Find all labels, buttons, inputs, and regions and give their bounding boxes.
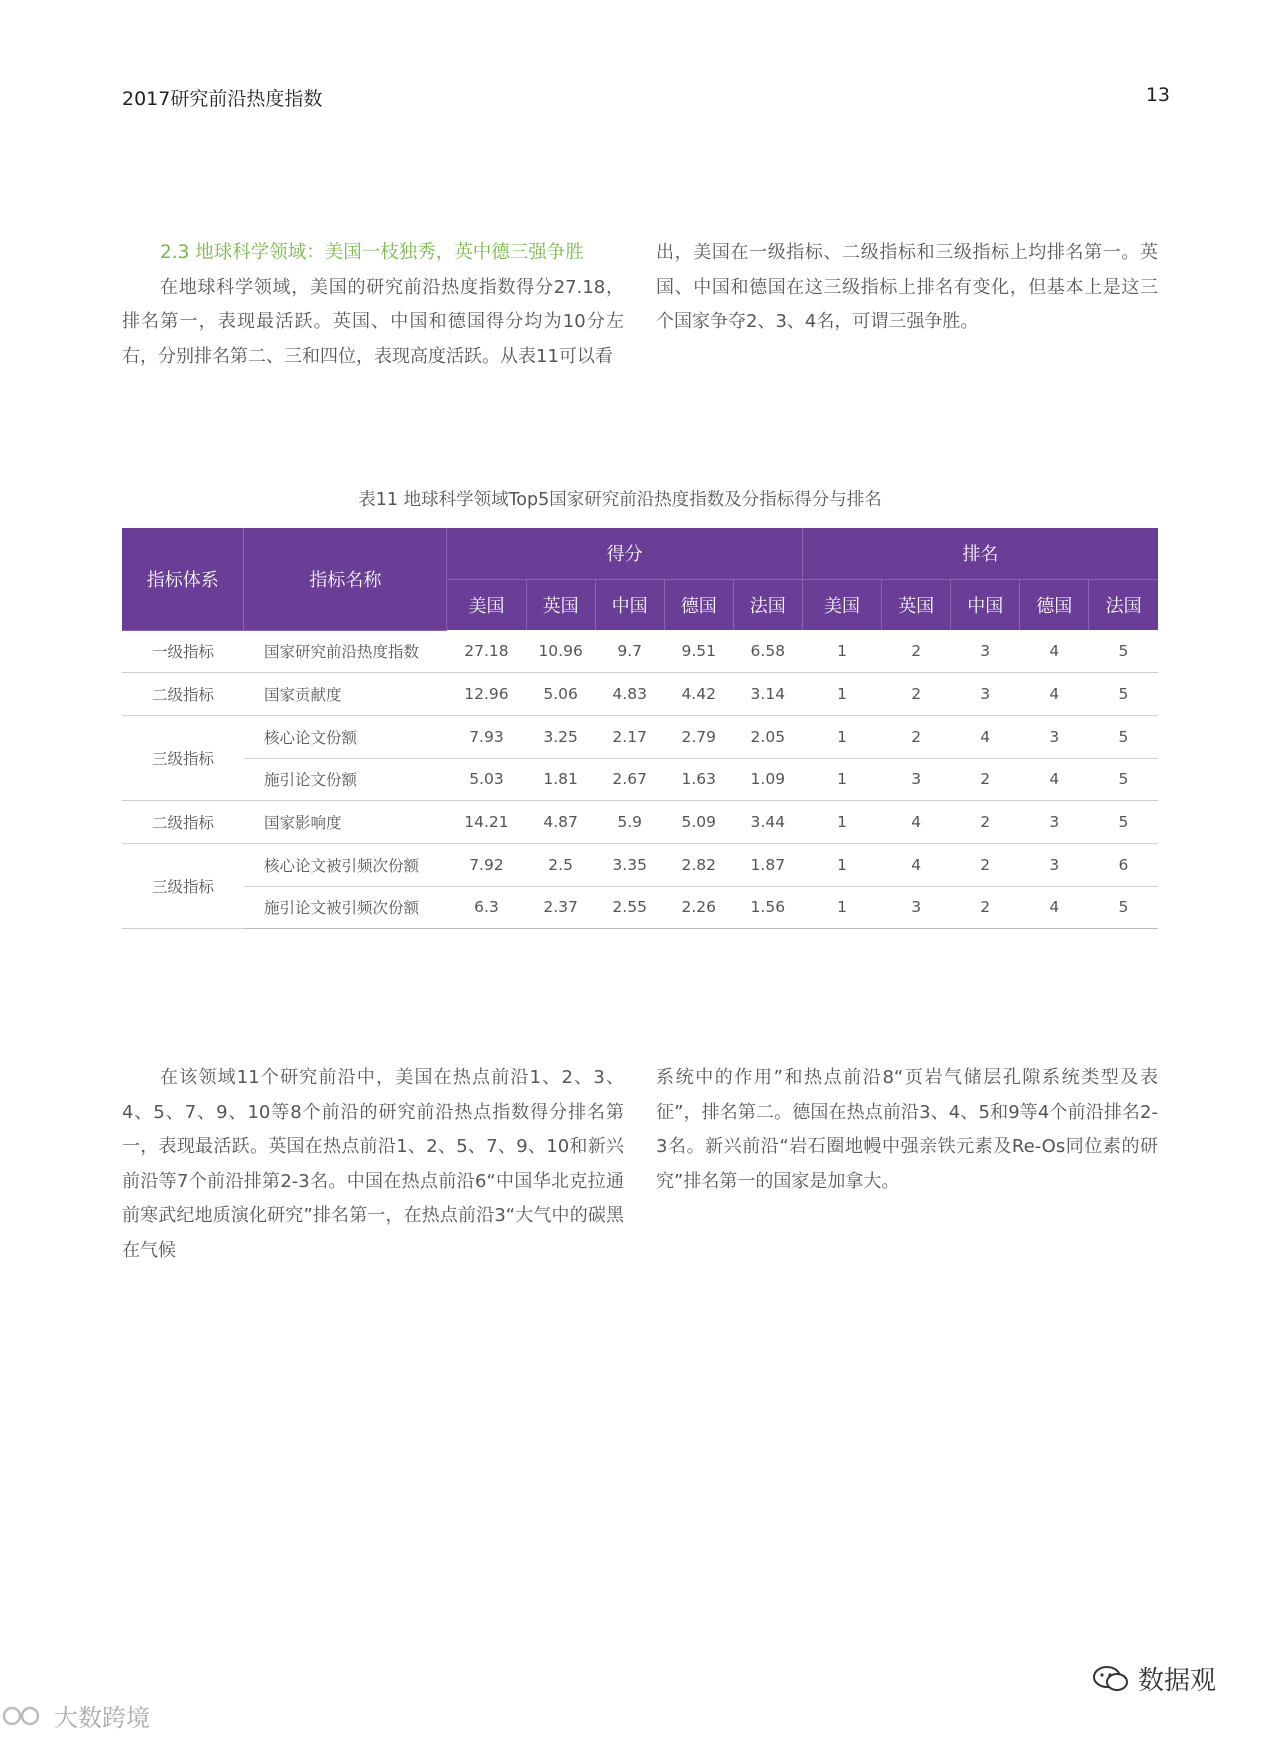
watermark-left (0, 1698, 150, 1733)
cell-rank: 3 (1020, 801, 1089, 844)
cell-rank: 6 (1089, 843, 1158, 886)
cell-system: 二级指标 (122, 801, 244, 844)
cell-rank: 2 (951, 843, 1020, 886)
cell-rank: 5 (1089, 715, 1158, 758)
header-country: 英国 (526, 579, 595, 630)
table-caption: 表11 地球科学领域Top5国家研究前沿热度指数及分指标得分与排名 (358, 490, 882, 510)
cell-score: 2.79 (664, 715, 733, 758)
cell-rank: 4 (882, 843, 951, 886)
cell-rank: 1 (802, 715, 881, 758)
wechat-icon (1092, 1664, 1130, 1694)
cell-system: 三级指标 (122, 715, 244, 800)
table-row (122, 715, 1158, 758)
cell-rank: 2 (882, 673, 951, 716)
cell-rank: 5 (1089, 630, 1158, 673)
page-number: 13 (1145, 84, 1170, 106)
cell-rank: 4 (1020, 630, 1089, 673)
header-country: 法国 (1089, 579, 1158, 630)
cell-indicator-name: 核心论文份额 (244, 715, 447, 758)
cell-score: 5.03 (447, 758, 526, 801)
header-name: 指标名称 (244, 528, 447, 630)
cell-score: 1.87 (733, 843, 802, 886)
cell-score: 2.05 (733, 715, 802, 758)
cell-rank: 1 (802, 843, 881, 886)
cell-score: 5.06 (526, 673, 595, 716)
cell-indicator-name: 施引论文被引频次份额 (244, 886, 447, 929)
cell-score: 2.67 (595, 758, 664, 801)
header-rank-group: 排名 (802, 528, 1158, 579)
cell-indicator-name: 核心论文被引频次份额 (244, 843, 447, 886)
cell-score: 7.93 (447, 715, 526, 758)
cell-rank: 1 (802, 630, 881, 673)
cell-rank: 1 (802, 886, 881, 929)
cell-rank: 4 (951, 715, 1020, 758)
table-row (122, 843, 1158, 886)
cell-rank: 2 (951, 758, 1020, 801)
cell-score: 4.87 (526, 801, 595, 844)
table-row (122, 630, 1158, 673)
cell-indicator-name: 国家研究前沿热度指数 (244, 630, 447, 673)
cell-score: 2.37 (526, 886, 595, 929)
body-left-text: 在该领域11个研究前沿中，美国在热点前沿1、2、3、4、5、7、9、10等8个前沿的研究前沿热点指数得分排名第一，表现最活跃。英国在热点前沿1、2、5、7、9、10和新兴前沿等7个前沿排第2-3名。中国在热点前沿6“中国华北克拉通前寒武纪地质演化研究”排名第一，在热点前沿3“大气中的碳黑在气候 (122, 1067, 624, 1261)
cell-rank: 5 (1089, 758, 1158, 801)
header-score-group: 得分 (447, 528, 803, 579)
cell-rank: 4 (1020, 886, 1089, 929)
header-country: 德国 (664, 579, 733, 630)
cell-score: 2.17 (595, 715, 664, 758)
cell-score: 2.55 (595, 886, 664, 929)
cell-score: 10.96 (526, 630, 595, 673)
intro-right-column (656, 236, 1158, 340)
cell-rank: 4 (1020, 673, 1089, 716)
cell-rank: 3 (1020, 843, 1089, 886)
cell-rank: 2 (882, 715, 951, 758)
cell-rank: 2 (951, 801, 1020, 844)
cell-rank: 5 (1089, 801, 1158, 844)
cell-rank: 2 (951, 886, 1020, 929)
cell-score: 3.44 (733, 801, 802, 844)
cell-rank: 5 (1089, 673, 1158, 716)
header-country: 英国 (882, 579, 951, 630)
cell-score: 6.3 (447, 886, 526, 929)
cell-score: 3.35 (595, 843, 664, 886)
cell-score: 14.21 (447, 801, 526, 844)
section-title: 2.3 地球科学领域：美国一枝独秀，英中德三强争胜 (160, 242, 584, 263)
cell-rank: 3 (882, 758, 951, 801)
cell-score: 27.18 (447, 630, 526, 673)
cell-indicator-name: 施引论文份额 (244, 758, 447, 801)
cell-indicator-name: 国家贡献度 (244, 673, 447, 716)
cell-system: 二级指标 (122, 673, 244, 716)
intro-left-text: 在地球科学领域，美国的研究前沿热度指数得分27.18，排名第一，表现最活跃。英国、中国和德国得分均为10分左右，分别排名第二、三和四位，表现高度活跃。从表11可以看 (122, 276, 624, 367)
table-row (122, 673, 1158, 716)
cell-score: 1.81 (526, 758, 595, 801)
header-country: 中国 (595, 579, 664, 630)
cell-rank: 3 (1020, 715, 1089, 758)
cell-indicator-name: 国家影响度 (244, 801, 447, 844)
cell-score: 1.63 (664, 758, 733, 801)
cell-score: 2.5 (526, 843, 595, 886)
cell-score: 9.7 (595, 630, 664, 673)
intro-left-column (122, 236, 624, 374)
cell-rank: 3 (882, 886, 951, 929)
cell-score: 3.14 (733, 673, 802, 716)
table-row (122, 758, 1158, 801)
cell-score: 9.51 (664, 630, 733, 673)
cell-score: 6.58 (733, 630, 802, 673)
header-country: 中国 (951, 579, 1020, 630)
cell-rank: 1 (802, 673, 881, 716)
cell-score: 2.82 (664, 843, 733, 886)
cell-score: 4.83 (595, 673, 664, 716)
cell-system: 三级指标 (122, 843, 244, 928)
cell-score: 1.56 (733, 886, 802, 929)
table-body (122, 630, 1158, 929)
watermark-right-text: 数据观 (1138, 1666, 1217, 1696)
body-right-column (656, 1061, 1158, 1199)
cell-rank: 5 (1089, 886, 1158, 929)
cell-system: 一级指标 (122, 630, 244, 673)
cell-score: 7.92 (447, 843, 526, 886)
cell-score: 1.09 (733, 758, 802, 801)
cell-rank: 4 (882, 801, 951, 844)
watermark-left-text: 大数跨境 (54, 1704, 150, 1732)
header-country: 德国 (1020, 579, 1089, 630)
cell-score: 5.9 (595, 801, 664, 844)
table-row (122, 886, 1158, 929)
header-country: 美国 (802, 579, 881, 630)
running-head: 2017研究前沿热度指数 (122, 88, 323, 110)
cell-score: 3.25 (526, 715, 595, 758)
cell-rank: 2 (882, 630, 951, 673)
cell-score: 2.26 (664, 886, 733, 929)
score-table (122, 528, 1158, 929)
body-left-column (122, 1061, 624, 1268)
cell-rank: 4 (1020, 758, 1089, 801)
table-row (122, 801, 1158, 844)
header-country: 美国 (447, 579, 526, 630)
cell-rank: 1 (802, 758, 881, 801)
watermark-right (1092, 1660, 1216, 1697)
cell-score: 12.96 (447, 673, 526, 716)
cell-rank: 1 (802, 801, 881, 844)
cell-score: 5.09 (664, 801, 733, 844)
body-right-text: 系统中的作用”和热点前沿8“页岩气储层孔隙系统类型及表征”，排名第二。德国在热点前沿3、4、5和9等4个前沿排名2-3名。新兴前沿“岩石圈地幔中强亲铁元素及Re-Os同位素的研究”排名第一的国家是加拿大。 (656, 1067, 1158, 1192)
logo-icon (0, 1704, 48, 1728)
header-country: 法国 (733, 579, 802, 630)
header-system: 指标体系 (122, 528, 244, 630)
cell-score: 4.42 (664, 673, 733, 716)
intro-right-text: 出，美国在一级指标、二级指标和三级指标上均排名第一。英国、中国和德国在这三级指标上排名有变化，但基本上是这三个国家争夺2、3、4名，可谓三强争胜。 (656, 242, 1158, 332)
cell-rank: 3 (951, 673, 1020, 716)
cell-rank: 3 (951, 630, 1020, 673)
